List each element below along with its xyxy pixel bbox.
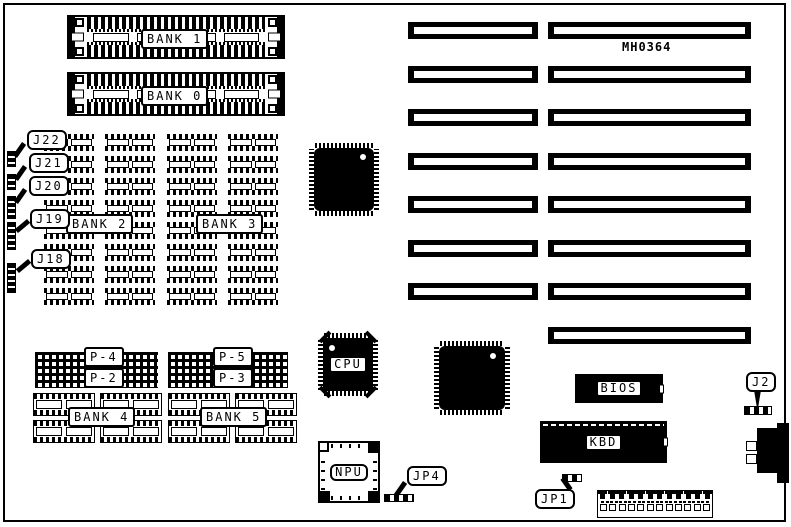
latch-icon xyxy=(75,18,84,27)
power-pin-row xyxy=(598,491,712,500)
label-bank4: BANK 4 xyxy=(68,407,135,427)
power-square-row xyxy=(598,504,712,511)
qfp-chip xyxy=(314,148,374,211)
label-p3: P-3 xyxy=(213,368,253,388)
callout-j20: J20 xyxy=(29,176,69,196)
isa-slot-segment xyxy=(548,109,751,126)
isa-slot-segment xyxy=(548,240,751,257)
pin1-corner-icon xyxy=(318,441,329,452)
isa-slot-segment xyxy=(548,196,751,213)
jumper-j19 xyxy=(7,222,16,250)
part-number-text: MH0364 xyxy=(622,40,672,54)
label-bank3: BANK 3 xyxy=(196,214,263,234)
chip-notch xyxy=(659,384,664,393)
latch-icon xyxy=(75,47,84,56)
label-bank2: BANK 2 xyxy=(66,214,133,234)
isa-slot-segment xyxy=(408,109,538,126)
isa-slot-segment xyxy=(408,22,538,39)
label-bank0: BANK 0 xyxy=(141,86,208,106)
isa-slot-segment xyxy=(548,66,751,83)
kbd-chip xyxy=(540,421,667,463)
latch-icon xyxy=(75,75,84,84)
latch-icon xyxy=(75,104,84,113)
callout-j2: J2 xyxy=(746,372,776,392)
jumper-j18 xyxy=(7,263,16,293)
callout-j22: J22 xyxy=(27,130,67,150)
isa-slot-segment xyxy=(408,196,538,213)
latch-icon xyxy=(268,47,277,56)
label-cpu: CPU xyxy=(329,356,367,373)
label-kbd: KBD xyxy=(585,434,623,451)
ejector-tab xyxy=(268,90,281,99)
isa-slot-segment xyxy=(548,283,751,300)
label-p5: P-5 xyxy=(213,347,253,367)
chip-stripe xyxy=(543,424,664,426)
pin1-dot-icon xyxy=(490,353,496,359)
ejector-tab xyxy=(268,33,281,42)
label-bios: BIOS xyxy=(596,380,643,397)
keyboard-connector xyxy=(777,423,789,483)
pin1-dot-icon xyxy=(329,345,335,351)
power-connector xyxy=(597,490,713,518)
latch-icon xyxy=(268,75,277,84)
isa-slot-segment xyxy=(408,283,538,300)
pin-comb xyxy=(87,17,265,29)
keyboard-connector-pin xyxy=(746,454,757,464)
callout-j18: J18 xyxy=(31,249,71,269)
label-npu: NPU xyxy=(330,464,368,481)
label-p4: P-4 xyxy=(84,347,124,367)
isa-slot-segment xyxy=(548,22,751,39)
isa-slot-segment xyxy=(548,327,751,344)
keyboard-connector-pin xyxy=(746,441,757,451)
isa-slot-segment xyxy=(408,66,538,83)
label-bank5: BANK 5 xyxy=(200,407,267,427)
chip-notch xyxy=(663,438,668,447)
cpu-chip xyxy=(323,338,373,391)
qfp-chip-2 xyxy=(439,346,505,410)
label-p2: P-2 xyxy=(84,368,124,388)
isa-slot-segment xyxy=(408,240,538,257)
label-bank1: BANK 1 xyxy=(141,29,208,49)
ejector-tab xyxy=(71,33,84,42)
callout-j21: J21 xyxy=(29,153,69,173)
npu-socket xyxy=(318,441,380,503)
ejector-tab xyxy=(71,90,84,99)
pin1-dot-icon xyxy=(360,154,366,160)
latch-icon xyxy=(268,18,277,27)
isa-slot-segment xyxy=(408,153,538,170)
pin-comb xyxy=(87,74,265,86)
callout-j19: J19 xyxy=(30,209,70,229)
bios-chip xyxy=(575,374,663,403)
callout-jp1: JP1 xyxy=(535,489,575,509)
callout-jp4: JP4 xyxy=(407,466,447,486)
isa-slot-segment xyxy=(548,153,751,170)
latch-icon xyxy=(268,104,277,113)
jumper-j2 xyxy=(744,406,772,415)
